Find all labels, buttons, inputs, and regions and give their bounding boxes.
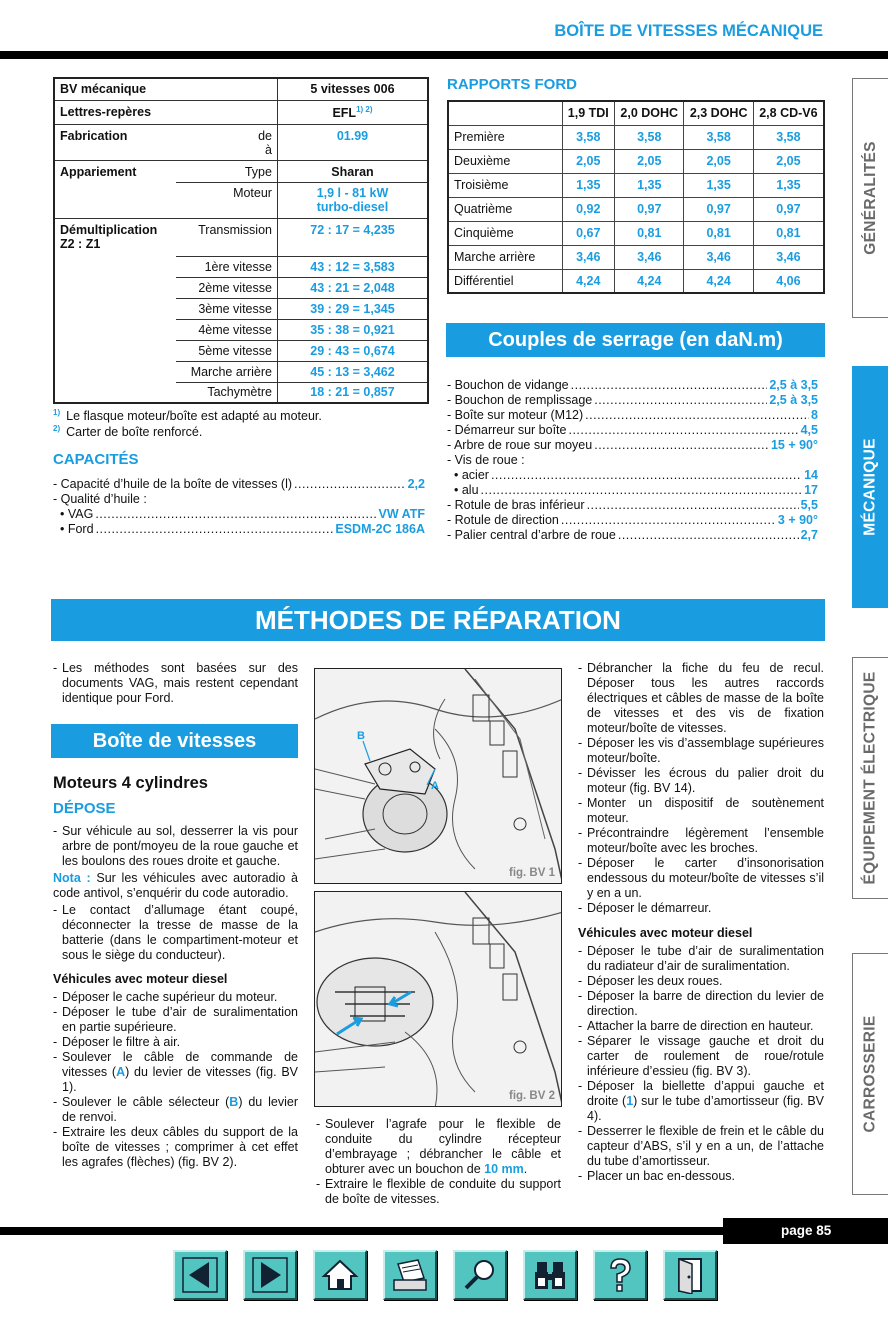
table-cell: Marche arrière xyxy=(176,361,278,382)
list-item: • Ford xyxy=(60,522,94,536)
home-button[interactable] xyxy=(313,1250,367,1300)
table-cell: 3ème vitesse xyxy=(176,298,278,319)
table-cell: Appariement xyxy=(54,160,176,182)
tab-carrosserie[interactable] xyxy=(852,953,888,1195)
list-value: 5,5 xyxy=(800,498,818,512)
tab-label: CARROSSERIE xyxy=(861,1015,879,1133)
list-value: 2,2 xyxy=(407,477,425,491)
list-item: - Démarreur sur boîte xyxy=(447,423,567,437)
list-item: - Sur véhicule au sol, desserrer la vis pour arbre de pont/moyeu de la roue gauche et les boulons des roues droite et gauche. xyxy=(53,824,298,868)
list-item: - Déposer les deux roues. xyxy=(578,974,723,988)
depose-heading: DÉPOSE xyxy=(53,800,116,817)
list-item: - Attacher la barre de direction en hauteur. xyxy=(578,1019,814,1033)
table-header: 2,8 CD-V6 xyxy=(753,101,824,125)
table-cell: 29 : 43 = 0,674 xyxy=(277,340,428,361)
table-cell: 1ère vitesse xyxy=(176,256,278,277)
ford-heading: RAPPORTS FORD xyxy=(447,76,578,93)
exit-icon xyxy=(670,1256,710,1294)
list-value: 3 + 90° xyxy=(777,513,818,527)
list-item: - Bouchon de vidange xyxy=(447,378,569,392)
callout-a: A xyxy=(431,780,439,792)
list-item: - Bouchon de remplissage xyxy=(447,393,593,407)
footnote: $^{1)}$ Le flasque moteur/boîte est adapté au moteur. xyxy=(53,408,322,424)
figure-caption: fig. BV 1 xyxy=(508,867,555,879)
table-cell: à xyxy=(265,142,272,157)
list-item: - Extraire le flexible de conduite du support de boîte de vitesses. xyxy=(316,1177,561,1206)
methodes-banner: MÉTHODES DE RÉPARATION xyxy=(51,599,825,641)
footnote-ref: 1) 2) xyxy=(356,105,373,115)
list-item: - Extraire les deux câbles du support de la boîte de vitesses ; comprimer à cet effet les agrafes (flèches) (fig. BV 2). xyxy=(53,1125,298,1169)
nota-text: Sur les véhicules avec autoradio à code antivol, s’enquérir du code autoradio. xyxy=(53,871,298,900)
table-cell: Lettres-repères xyxy=(54,100,176,124)
table-cell: 35 : 38 = 0,921 xyxy=(277,319,428,340)
torque-list xyxy=(447,378,818,543)
table-row: Différentiel 4,24 4,24 4,24 4,06 xyxy=(448,269,824,293)
list-item: • alu xyxy=(454,483,479,497)
table-cell: turbo-diesel xyxy=(316,199,389,214)
table-cell: 5ème vitesse xyxy=(176,340,278,361)
engine-illustration xyxy=(315,669,562,884)
list-item: - Placer un bac en-dessous. xyxy=(578,1169,736,1183)
list-value: 17 xyxy=(804,483,818,497)
print-button[interactable] xyxy=(383,1250,437,1300)
section-heading: Moteurs 4 cylindres xyxy=(53,774,208,792)
table-row: Première 3,58 3,58 3,58 3,58 xyxy=(448,125,824,149)
list-value: 8 xyxy=(811,408,818,422)
callout-b: B xyxy=(357,730,365,742)
table-cell: Tachymètre xyxy=(176,382,278,403)
column-1 xyxy=(53,661,298,1170)
table-header: 2,0 DOHC xyxy=(615,101,684,125)
ford-ratios-table xyxy=(447,100,825,294)
search-button[interactable] xyxy=(453,1250,507,1300)
list-item: - Débrancher la fiche du feu de recul. Déposer tous les autres raccords électriques et câbles de masse de la boîte de vitesses et des vis de fixation moteur/boîte de vitesses. xyxy=(578,661,824,735)
table-row: Cinquième 0,67 0,81 0,81 0,81 xyxy=(448,221,824,245)
list-item: - Déposer le carter d’insonorisation endessous du moteur/boîte de vitesses s’il y en a un. xyxy=(578,856,824,900)
list-item: - Arbre de roue sur moyeu xyxy=(447,438,593,452)
bv-spec-table xyxy=(53,77,429,404)
list-item: - Vis de roue : xyxy=(447,453,525,467)
table-cell: Type xyxy=(176,160,278,182)
footnote: $^{2)}$ Carter de boîte renforcé. xyxy=(53,424,203,440)
list-value: 2,7 xyxy=(800,528,818,542)
list-value: VW ATF xyxy=(378,507,425,521)
table-row: Deuxième 2,05 2,05 2,05 2,05 xyxy=(448,149,824,173)
list-item: - Déposer le démarreur. xyxy=(578,901,712,915)
list-item: - Soulever l’agrafe pour le flexible de conduite du cylindre récepteur d’embrayage ; débrancher le câble et obturer avec un bouchon de 10 mm. xyxy=(316,1117,561,1176)
list-value: 15 + 90° xyxy=(770,438,818,452)
page-number: page 85 xyxy=(723,1218,888,1244)
help-icon xyxy=(600,1256,640,1294)
table-cell: 39 : 29 = 1,345 xyxy=(277,298,428,319)
tab-label: ÉQUIPEMENT ÉLECTRIQUE xyxy=(861,671,879,885)
table-row: Quatrième 0,92 0,97 0,97 0,97 xyxy=(448,197,824,221)
table-header: 1,9 TDI xyxy=(562,101,615,125)
capacites-heading: CAPACITÉS xyxy=(53,451,139,468)
tab-label: MÉCANIQUE xyxy=(861,438,879,536)
table-cell: 2ème vitesse xyxy=(176,277,278,298)
page-header-title: BOÎTE DE VITESSES MÉCANIQUE xyxy=(554,22,823,40)
row-label: Quatrième xyxy=(448,197,562,221)
list-item: - Déposer le filtre à air. xyxy=(53,1035,181,1049)
table-cell: Démultiplication xyxy=(60,222,158,237)
header-rule xyxy=(0,51,888,59)
list-item: - Boîte sur moteur (M12) xyxy=(447,408,584,422)
footnote-text: Carter de boîte renforcé. xyxy=(66,425,203,440)
list-item: - Les méthodes sont basées sur des documents VAG, mais restent cependant identique pour Ford. xyxy=(53,661,298,705)
boite-banner: Boîte de vitesses xyxy=(51,724,298,758)
row-label: Différentiel xyxy=(448,269,562,293)
list-item: - Déposer le tube d’air de suralimentation du radiateur d’air de suralimentation. xyxy=(578,944,824,973)
row-label: Cinquième xyxy=(448,221,562,245)
table-cell: 43 : 12 = 3,583 xyxy=(277,256,428,277)
tab-label: GÉNÉRALITÉS xyxy=(861,141,879,255)
list-item: • acier xyxy=(454,468,489,482)
list-item: - Déposer le cache supérieur du moteur. xyxy=(53,990,278,1004)
table-cell: Z2 : Z1 xyxy=(60,236,101,251)
table-cell: 4ème vitesse xyxy=(176,319,278,340)
list-item: - Précontraindre légèrement l’ensemble moteur/boîte avec les broches. xyxy=(578,826,824,855)
list-item: - Déposer les vis d’assemblage supérieures moteur/boîte. xyxy=(578,736,824,765)
table-cell: Fabrication xyxy=(54,124,176,160)
row-label: Première xyxy=(448,125,562,149)
tab-generalites[interactable] xyxy=(852,78,888,318)
table-cell: de xyxy=(258,128,272,143)
list-item: - Dévisser les écrous du palier droit du moteur (fig. BV 14). xyxy=(578,766,824,795)
list-item: - Déposer la barre de direction du levier de direction. xyxy=(578,989,824,1018)
table-cell: 45 : 13 = 3,462 xyxy=(277,361,428,382)
table-cell: EFL xyxy=(332,106,357,121)
list-item: - Qualité d’huile : xyxy=(53,492,147,506)
list-item: - Le contact d’allumage étant coupé, déconnecter la tresse de masse de la batterie (dans le compartiment-moteur et sous le siège du conducteur). xyxy=(53,903,298,962)
list-item: - Soulever le câble sélecteur (B) du levier de renvoi. xyxy=(53,1095,298,1124)
list-value: 2,5 à 3,5 xyxy=(769,393,818,407)
nota xyxy=(53,871,298,901)
list-item: - Soulever le câble de commande de vitesses (A) du levier de vitesses (fig. BV 1). xyxy=(53,1050,298,1094)
table-header: 2,3 DOHC xyxy=(684,101,753,125)
row-label: Troisième xyxy=(448,173,562,197)
table-cell: 5 vitesses 006 xyxy=(277,78,428,100)
home-icon xyxy=(320,1256,360,1294)
next-button[interactable] xyxy=(243,1250,297,1300)
table-row: Troisième 1,35 1,35 1,35 1,35 xyxy=(448,173,824,197)
column-3 xyxy=(578,661,824,1184)
list-value: 14 xyxy=(804,468,818,482)
previous-button[interactable] xyxy=(173,1250,227,1300)
print-icon xyxy=(390,1256,430,1294)
table-cell: 18 : 21 = 0,857 xyxy=(277,382,428,403)
subheading: Véhicules avec moteur diesel xyxy=(578,926,753,940)
list-value: 4,5 xyxy=(800,423,818,437)
table-cell: BV mécanique xyxy=(60,82,147,97)
list-item: - Déposer le tube d’air de suralimentation en partie supérieure. xyxy=(53,1005,298,1034)
list-item: - Desserrer le flexible de frein et le câble du capteur d’ABS, s’il y en a un, de l’attache du tube d’amortisseur. xyxy=(578,1124,824,1168)
help-button[interactable] xyxy=(593,1250,647,1300)
table-row: Marche arrière 3,46 3,46 3,46 3,46 xyxy=(448,245,824,269)
binoculars-button[interactable] xyxy=(523,1250,577,1300)
tab-mecanique[interactable] xyxy=(852,366,888,608)
table-cell: Transmission xyxy=(176,218,278,256)
nota-label: Nota : xyxy=(53,871,91,885)
row-label: Deuxième xyxy=(448,149,562,173)
next-icon xyxy=(250,1256,290,1294)
table-header xyxy=(448,101,562,125)
subheading: Véhicules avec moteur diesel xyxy=(53,972,228,986)
figure-caption: fig. BV 2 xyxy=(508,1090,555,1102)
table-cell: Sharan xyxy=(277,160,428,182)
tab-equipement-electrique[interactable] xyxy=(852,657,888,899)
engine-illustration xyxy=(315,892,562,1107)
figure-bv2 xyxy=(314,891,562,1107)
previous-icon xyxy=(180,1256,220,1294)
list-item: - Déposer la biellette d’appui gauche et droite (1) sur le tube d’amortisseur (fig. BV 4). xyxy=(578,1079,824,1123)
column-2 xyxy=(316,1117,561,1207)
list-value: 2,5 à 3,5 xyxy=(769,378,818,392)
footnote-text: Le flasque moteur/boîte est adapté au moteur. xyxy=(66,409,322,424)
exit-button[interactable] xyxy=(663,1250,717,1300)
table-cell: 43 : 21 = 2,048 xyxy=(277,277,428,298)
list-item: - Séparer le vissage gauche et droit du carter de roulement de roue/rotule inférieure d’essieu (fig. BV 3). xyxy=(578,1034,824,1078)
figure-bv1 xyxy=(314,668,562,884)
search-icon xyxy=(460,1256,500,1294)
list-item: - Rotule de bras inférieur xyxy=(447,498,585,512)
table-cell: 01.99 xyxy=(277,124,428,160)
couples-banner: Couples de serrage (en daN.m) xyxy=(446,323,825,357)
list-item: - Monter un dispositif de soutènement moteur. xyxy=(578,796,824,825)
binoculars-icon xyxy=(530,1256,570,1294)
table-cell: 1,9 l - 81 kW xyxy=(316,185,389,200)
list-item: - Capacité d’huile de la boîte de vitesses (l) xyxy=(53,477,293,491)
table-cell: 72 : 17 = 4,235 xyxy=(277,218,428,256)
list-item: - Palier central d’arbre de roue xyxy=(447,528,616,542)
list-item: - Rotule de direction xyxy=(447,513,559,527)
list-item: • VAG xyxy=(60,507,94,521)
capacites-list xyxy=(53,477,425,537)
table-cell: Moteur xyxy=(176,182,278,218)
list-value: ESDM-2C 186A xyxy=(335,522,425,536)
row-label: Marche arrière xyxy=(448,245,562,269)
